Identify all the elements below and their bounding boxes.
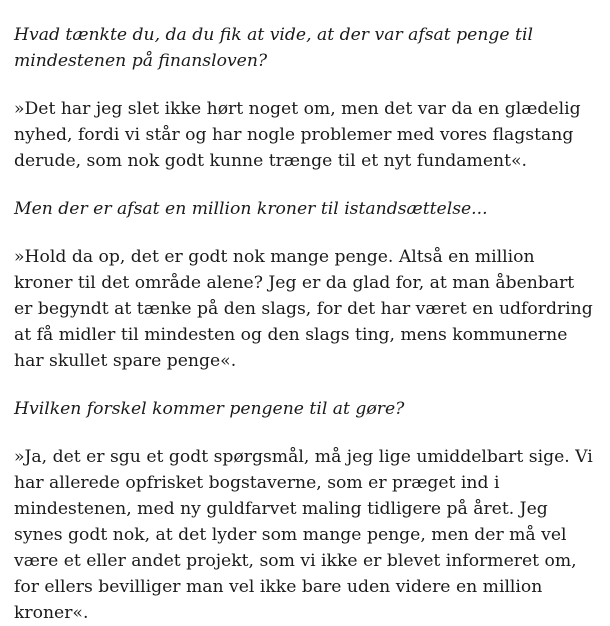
interview-question: Hvilken forskel kommer pengene til at gøre? [14, 399, 405, 419]
interview-question: Men der er afsat en million kroner til istandsættelse... [14, 199, 488, 219]
interview-answer: »Det har jeg slet ikke hørt noget om, men det var da en glædelig nyhed, fordi vi står og har nogle problemer med vores flagstang derude, som nok godt kunne trænge til et nyt fundament«. [14, 99, 581, 171]
interview-answer: »Ja, det er sgu et godt spørgsmål, må jeg lige umiddelbart sige. Vi har allerede opfrisket bogstaverne, som er præget ind i mindestenen, med ny guldfarvet maling tidligere på året. Jeg synes godt nok, at det lyder som mange penge, men der må vel være et eller andet projekt, som vi ikke er blevet informeret om, for ellers bevilliger man vel ikke bare uden videre en million kroner«. [14, 447, 593, 623]
interview-answer: »Hold da op, det er godt nok mange penge. Altså en million kroner til det område alene? Jeg er da glad for, at man åbenbart er begyndt at tænke på den slags, for det har været en udfordring at få midler til mindesten og den slags ting, mens kommunerne har skullet spare penge«. [14, 247, 593, 371]
interview-question: Hvad tænkte du, da du fik at vide, at der var afsat penge til mindestenen på finansloven? [14, 25, 533, 71]
